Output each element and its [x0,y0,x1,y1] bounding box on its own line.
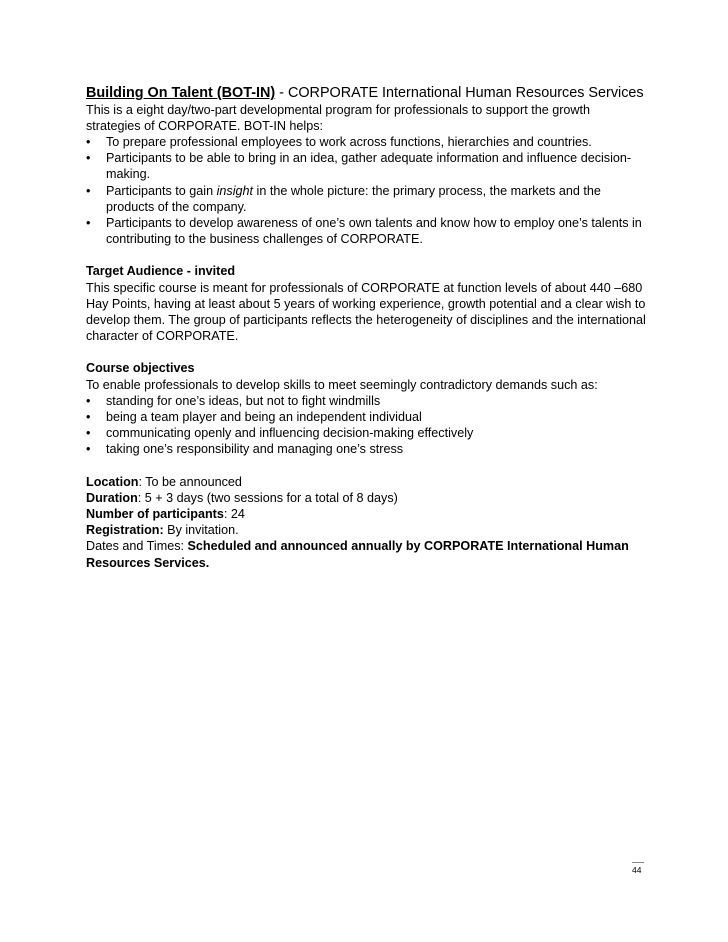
list-item-text-post: in the whole picture: the primary process, the markets and the products of the company. [106,183,601,214]
list-item-text: Participants to be able to bring in an idea, gather adequate information and influence decision-making. [106,151,632,182]
intro-paragraph: This is a eight day/two-part developmental program for professionals to support the growth strategies of CORPORATE. BOT-IN helps: [86,102,591,133]
spacer [86,344,646,360]
list-item-emphasis: insight [216,183,254,198]
list-item-text-pre: Participants to gain [106,183,217,198]
list-item [86,134,646,150]
document-page [86,85,646,571]
duration-label: Duration [86,490,138,505]
program-department: - CORPORATE International Human Resources Services [275,85,644,101]
participants-value: : 24 [223,507,245,522]
list-item-text: Participants to develop awareness of one’s own talents and know how to employ one’s talents in contributing to the business challenges of CORPORATE. [106,216,642,247]
list-item [86,183,646,215]
dates-line [86,538,646,570]
list-item [86,409,646,425]
objectives-bullet-list [86,393,646,458]
footer-divider [632,862,644,863]
location-value: : To be announced [138,474,242,489]
objectives-intro: To enable professionals to develop skills to meet seemingly contradictory demands such as: [86,377,598,392]
list-item-text: standing for one’s ideas, but not to fight windmills [106,393,381,408]
bullet-icon: • [86,410,91,425]
bullet-icon: • [86,426,91,441]
intro-bullet-list [86,134,646,247]
list-item [86,150,646,182]
list-item [86,215,646,247]
bullet-icon: • [86,216,91,231]
page-title [86,85,646,102]
spacer [86,247,646,263]
registration-line [86,522,646,538]
location-label: Location [86,474,139,489]
participants-line [86,506,646,522]
audience-paragraph: This specific course is meant for professionals of CORPORATE at function levels of about 440 –680 Hay Points, having at least about 5 years of working experience, growth potential and a clear wish to develop them. The group of participants reflects the heterogeneity of disciplines and the international character of CORPORATE. [86,280,646,344]
list-item-text: communicating openly and influencing decision-making effectively [106,426,474,441]
list-item-text: taking one’s responsibility and managing one’s stress [106,442,404,457]
objectives-heading: Course objectives [86,361,195,376]
audience-heading: Target Audience - invited [86,264,236,279]
bullet-icon: • [86,151,91,166]
program-title: Building On Talent (BOT-IN) [86,85,276,101]
bullet-icon: • [86,183,91,198]
list-item [86,425,646,441]
list-item [86,441,646,457]
bullet-icon: • [86,135,91,149]
dates-label: Dates and Times: [86,539,188,554]
duration-value: : 5 + 3 days (two sessions for a total of 8 days) [137,490,398,505]
bullet-icon: • [86,393,91,408]
list-item [86,393,646,409]
duration-line [86,490,646,506]
page-number: 44 [632,865,642,875]
location-line [86,474,646,490]
spacer [86,458,646,474]
registration-label: Registration: [86,523,164,538]
participants-label: Number of participants [86,507,224,522]
list-item-text: To prepare professional employees to work across functions, hierarchies and countries. [106,135,592,149]
registration-value: By invitation. [163,523,239,538]
dates-value: Scheduled and announced annually by CORPORATE International Human Resources Services. [86,539,629,570]
bullet-icon: • [86,442,91,457]
list-item-text: being a team player and being an independent individual [106,410,422,425]
